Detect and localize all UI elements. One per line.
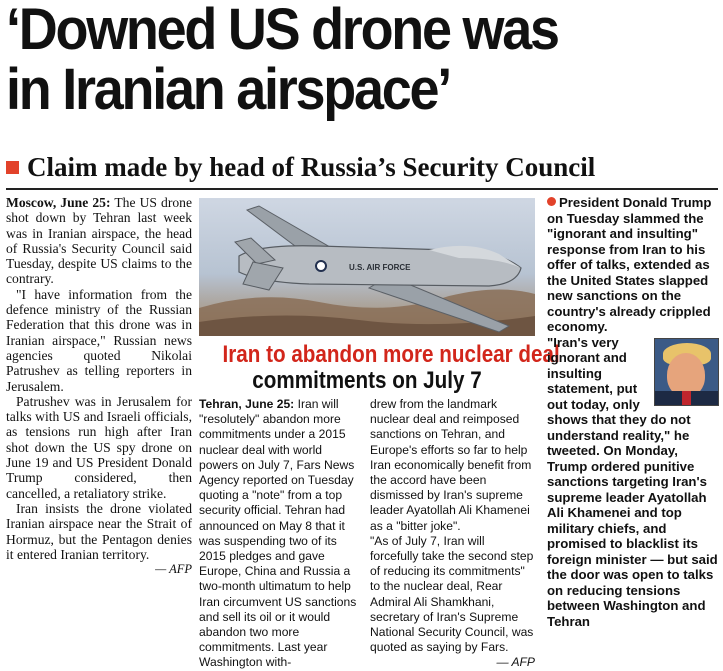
sub-story-credit: — AFP: [496, 655, 535, 670]
drone-photo: [199, 198, 535, 336]
headline-line-1: ‘Downed US drone was: [6, 0, 558, 62]
photo-aircraft-marking: U.S. AIR FORCE: [349, 263, 411, 272]
sidebar-paragraph: "Iran's very ignorant and insulting statement, put out today, only shows that they do not understand reality," he tweeted. On Monday, Trump ordered punitive sanctions targeting Iran's supreme leader Ayatollah Ali Khamenei and top military chiefs, and promised to blacklist its foreign minister — but said the door was open to talks on reducing tensions between Washington and Tehran: [547, 334, 718, 629]
headline: [6, 0, 671, 120]
trump-sidebar: [547, 195, 719, 629]
sub-story-headline-line-2: commitments on July 7: [252, 367, 482, 394]
headline-line-2: in Iranian airspace’: [6, 57, 451, 122]
subheadline: [6, 151, 595, 183]
red-dot-bullet-icon: [547, 197, 556, 206]
subheadline-text: Claim made by head of Russia’s Security Council: [27, 152, 596, 182]
sub-story-column-2: [370, 397, 535, 671]
sub-story-headline-line-1: Iran to abandon more nuclear deal: [222, 341, 560, 368]
red-square-bullet-icon: [6, 161, 19, 174]
divider-rule: [6, 188, 718, 190]
sub-story-paragraph: "As of July 7, Iran will forcefully take the second step of reducing its commitments" to the nuclear deal, Rear Admiral Ali Shamkhani, secretary of Iran's Supreme National Security Council, was quoted as saying by Fars. — AFP: [370, 533, 535, 670]
sub-story-dateline: Tehran, June 25:: [199, 397, 295, 411]
sub-story-paragraph: drew from the landmark nuclear deal and reimposed sanctions on Tehran, and Europe's efforts so far to help Iran economically benefit from the accord have been dismissed by Iran's supreme leader Ayatollah Ali Khamenei as a "bitter joke".: [370, 397, 532, 533]
main-story-paragraph: Patrushev was in Jerusalem for talks with US and Israeli officials, as tensions run high after Iran shot down the US spy drone on June 19 and US President Donald Trump considered, then cancelled, a retaliatory strike.: [6, 393, 192, 501]
byline-credit: — AFP: [155, 562, 192, 577]
drone-illustration: [199, 198, 535, 336]
main-story-paragraph: Iran insists the drone violated Iranian airspace near the Strait of Hormuz, but the Pentagon denies it entered Iranian territory.: [6, 500, 192, 562]
main-story-column: [6, 195, 192, 577]
sidebar-paragraph: President Donald Trump on Tuesday slammed the "ignorant and insulting" response from Iran to his offer of talks, extended as the United States slapped new sanctions on the country's already crippled economy.: [547, 195, 712, 334]
sub-story-column-1: [199, 397, 359, 671]
dateline: Moscow, June 25:: [6, 195, 111, 210]
trump-photo: [654, 338, 719, 406]
main-story-paragraph: "I have information from the defence ministry of the Russian Federation that this drone was in Iranian airspace," Russian news agencies quoted Nikolai Patrushev as telling reporters in Jerusalem.: [6, 286, 192, 394]
sub-story-headline: [222, 341, 560, 394]
main-story-paragraph: Moscow, June 25: The US drone shot down by Tehran last week was in Iranian airspace, the head of Russia's Security Council said Tuesday, despite US claims to the contrary.: [6, 195, 192, 287]
sub-story-paragraph: Tehran, June 25: Iran will "resolutely" abandon more commitments under a 2015 nuclear deal with world powers on July 7, Fars News Agency reported on Tuesday quoting a "note" from a top security official. Tehran had announced on May 8 that it was suspending two of its 2015 pledges and gave Europe, China and Russia a two-month ultimatum to help Iran circumvent US sanctions and sell its oil or it would abandon two more commitments. Last year Washington with-: [199, 397, 357, 670]
